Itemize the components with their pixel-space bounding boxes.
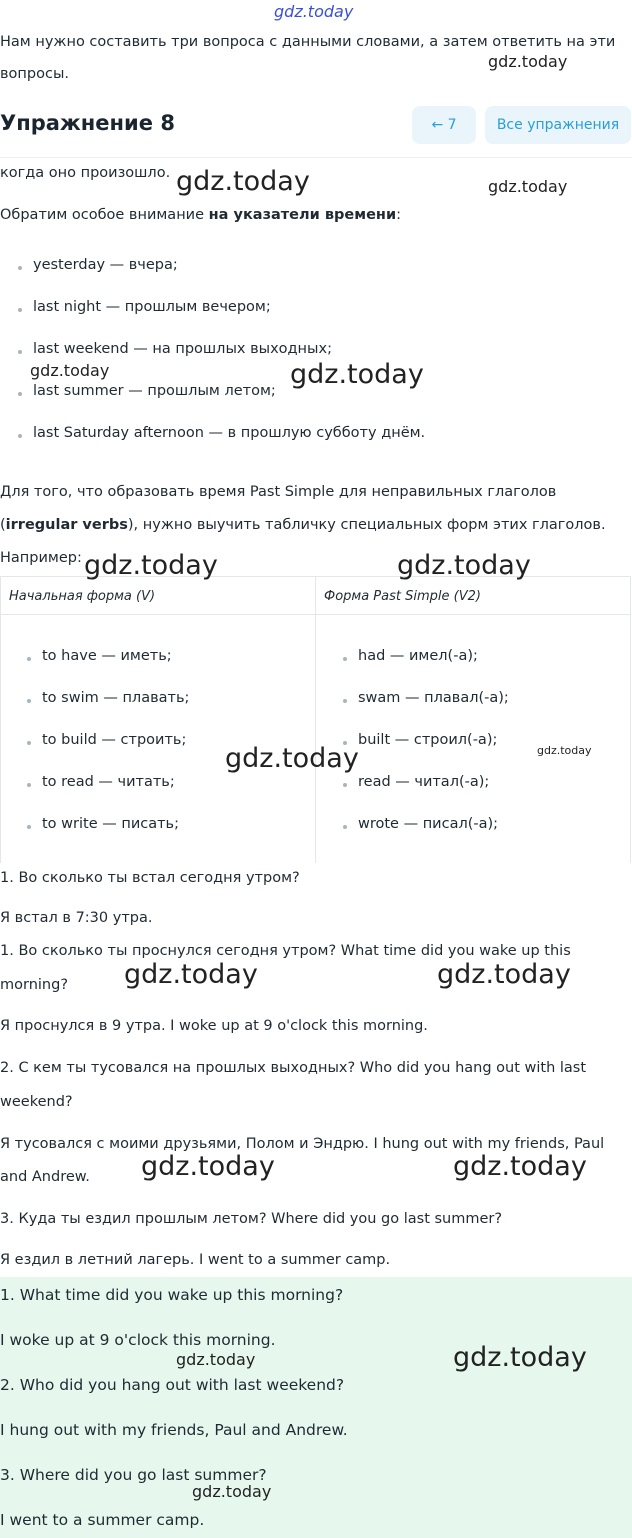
- solution-q0: 1. Во сколько ты встал сегодня утром?: [0, 870, 300, 886]
- watermark: gdz.today: [290, 359, 424, 390]
- answer-a1: I woke up at 9 o'clock this morning.: [0, 1331, 276, 1349]
- attention-prefix: Обратим особое внимание: [0, 207, 209, 223]
- solution-a3: Я ездил в летний лагерь. I went to a summer camp.: [0, 1252, 391, 1268]
- list-item-text: last Saturday afternoon — в прошлую субботу днём.: [33, 425, 426, 441]
- base-form: to write — писать;: [42, 816, 179, 832]
- page-title: Упражнение 8: [0, 111, 175, 135]
- watermark: gdz.today: [437, 959, 571, 990]
- watermark: gdz.today: [192, 1482, 272, 1501]
- list-item-text: last summer — прошлым летом;: [33, 383, 276, 399]
- past-form: wrote — писал(-а);: [358, 816, 499, 832]
- solution-a2-line-1: Я тусовался с моими друзьями, Полом и Эндрю. I hung out with my friends, Paul: [0, 1136, 605, 1152]
- solution-q3: 3. Куда ты ездил прошлым летом? Where did you go last summer?: [0, 1211, 503, 1227]
- watermark-top: gdz.today: [274, 2, 354, 21]
- base-form: to read — читать;: [42, 774, 175, 790]
- table-header-past: Форма Past Simple (V2): [324, 589, 481, 604]
- list-item: [33, 257, 178, 273]
- table-row: [42, 774, 175, 790]
- watermark: gdz.today: [488, 177, 568, 196]
- past-form: built — строил(-а);: [358, 732, 498, 748]
- past-form: read — читал(-а);: [358, 774, 490, 790]
- verb-table: [0, 576, 631, 863]
- bullet-icon: [27, 783, 31, 787]
- irregular-line-2-rest: ), нужно выучить табличку специальных форм этих глаголов.: [127, 517, 606, 533]
- irregular-line-1: Для того, что образовать время Past Simple для неправильных глаголов: [0, 484, 557, 500]
- watermark: gdz.today: [537, 744, 592, 757]
- intro-line-1: Нам нужно составить три вопроса с данными словами, а затем ответить на эти: [0, 34, 616, 50]
- table-row: [358, 816, 498, 832]
- watermark: gdz.today: [141, 1151, 275, 1182]
- bullet-icon: [343, 699, 347, 703]
- answer-q1: 1. What time did you wake up this morning?: [0, 1286, 344, 1304]
- solution-a0: Я встал в 7:30 утра.: [0, 910, 153, 926]
- attention-bold: на указатели времени: [208, 207, 397, 223]
- watermark: gdz.today: [124, 959, 258, 990]
- theory-event-line: когда оно произошло.: [0, 165, 171, 181]
- table-row: [42, 690, 189, 706]
- prev-exercise-button[interactable]: ← 7: [412, 106, 476, 144]
- table-row: [358, 648, 478, 664]
- watermark: gdz.today: [84, 550, 218, 581]
- example-label: Например:: [0, 550, 82, 566]
- bullet-icon: [27, 825, 31, 829]
- list-item-text: last weekend — на прошлых выходных;: [33, 341, 332, 357]
- attention-line: [0, 207, 401, 223]
- watermark: gdz.today: [488, 52, 568, 71]
- bullet-icon: [18, 308, 22, 312]
- list-item-text: yesterday — вчера;: [33, 257, 178, 273]
- table-row: [358, 732, 497, 748]
- list-item: [33, 299, 271, 315]
- list-item: [33, 383, 276, 399]
- table-row: [42, 816, 179, 832]
- bullet-icon: [27, 699, 31, 703]
- past-form: swam — плавал(-а);: [358, 690, 509, 706]
- watermark: gdz.today: [453, 1342, 587, 1373]
- watermark: gdz.today: [176, 1350, 256, 1369]
- answer-a3: I went to a summer camp.: [0, 1511, 205, 1529]
- answer-q3: 3. Where did you go last summer?: [0, 1466, 267, 1484]
- watermark: gdz.today: [30, 361, 110, 380]
- bullet-icon: [343, 825, 347, 829]
- table-row: [358, 774, 489, 790]
- bullet-icon: [343, 783, 347, 787]
- list-item-text: last night — прошлым вечером;: [33, 299, 271, 315]
- bullet-icon: [27, 741, 31, 745]
- solution-q1-line-2: morning?: [0, 977, 69, 993]
- solution-q2-line-2: weekend?: [0, 1094, 73, 1110]
- watermark: gdz.today: [453, 1151, 587, 1182]
- header-divider: [0, 157, 632, 158]
- bullet-icon: [18, 392, 22, 396]
- list-item: [33, 341, 332, 357]
- base-form: to have — иметь;: [42, 648, 172, 664]
- bullet-icon: [18, 266, 22, 270]
- solution-a1: Я проснулся в 9 утра. I woke up at 9 o'clock this morning.: [0, 1018, 428, 1034]
- list-item: [33, 425, 425, 441]
- table-column-divider: [315, 577, 316, 863]
- all-exercises-button[interactable]: Все упражнения: [485, 106, 631, 144]
- bullet-icon: [18, 350, 22, 354]
- bullet-icon: [18, 434, 22, 438]
- table-header-divider: [1, 614, 631, 615]
- watermark: gdz.today: [176, 166, 310, 197]
- table-header-base: Начальная форма (V): [9, 589, 156, 604]
- irregular-verbs-bold: irregular verbs: [5, 517, 128, 533]
- base-form: to swim — плавать;: [42, 690, 190, 706]
- answer-a2: I hung out with my friends, Paul and Andrew.: [0, 1421, 348, 1439]
- past-form: had — имел(-а);: [358, 648, 478, 664]
- solution-q2-line-1: 2. С кем ты тусовался на прошлых выходных? Who did you hang out with last: [0, 1060, 587, 1076]
- table-row: [42, 648, 172, 664]
- answer-q2: 2. Who did you hang out with last weekend?: [0, 1376, 345, 1394]
- bullet-icon: [27, 657, 31, 661]
- answer-box: [0, 1277, 632, 1538]
- bullet-icon: [343, 657, 347, 661]
- paren-open: (: [0, 517, 6, 533]
- watermark: gdz.today: [225, 743, 359, 774]
- table-row: [358, 690, 509, 706]
- intro-line-2: вопросы.: [0, 66, 70, 82]
- base-form: to build — строить;: [42, 732, 187, 748]
- attention-suffix: :: [396, 207, 401, 223]
- irregular-line-2: [0, 517, 606, 533]
- watermark: gdz.today: [397, 550, 531, 581]
- solution-q1-line-1: 1. Во сколько ты проснулся сегодня утром? What time did you wake up this: [0, 943, 571, 959]
- table-row: [42, 732, 186, 748]
- solution-a2-line-2: and Andrew.: [0, 1169, 90, 1185]
